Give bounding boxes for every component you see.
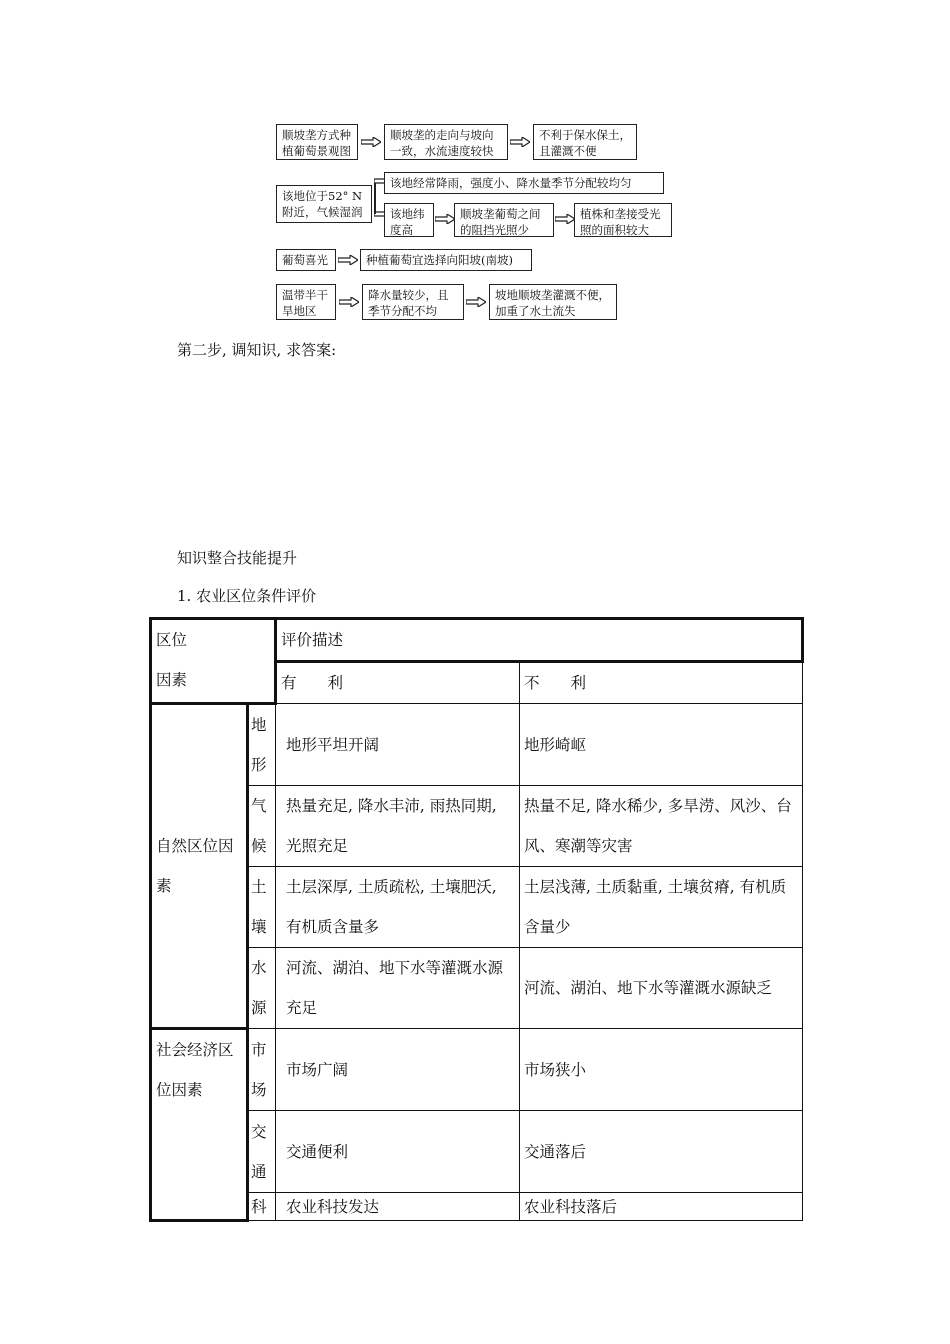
factor-cell: 气候: [248, 786, 276, 867]
flow-box: 种植葡萄宜选择向阳坡(南坡): [360, 249, 532, 271]
flow-box: 该地纬 度高: [384, 203, 434, 237]
unfavorable-cell: 地形崎岖: [520, 704, 803, 786]
flow-box: 葡萄喜光: [276, 249, 336, 271]
unfavorable-cell: 市场狭小: [520, 1029, 803, 1111]
header-favorable: 有 利: [276, 662, 520, 704]
factor-cell: 市场: [248, 1029, 276, 1111]
section-title: 知识整合技能提升: [177, 549, 298, 567]
factor-cell: 土壤: [248, 867, 276, 948]
unfavorable-cell: 土层浅薄, 土质黏重, 土壤贫瘠, 有机质含量少: [520, 867, 803, 948]
favorable-cell: 土层深厚, 土质疏松, 土壤肥沃, 有机质含量多: [276, 867, 520, 948]
favorable-cell: 交通便利: [276, 1111, 520, 1193]
arrow-icon: [510, 137, 530, 147]
factor-cell: 交通: [248, 1111, 276, 1193]
unfavorable-cell: 交通落后: [520, 1111, 803, 1193]
step-two-text: 第二步, 调知识, 求答案:: [177, 341, 337, 359]
flow-box: 该地经常降雨，强度小、降水量季节分配较均匀: [384, 172, 664, 194]
favorable-cell: 市场广阔: [276, 1029, 520, 1111]
favorable-cell: 河流、湖泊、地下水等灌溉水源充足: [276, 948, 520, 1029]
factor-cell: 科: [248, 1193, 276, 1221]
favorable-cell: 热量充足, 降水丰沛, 雨热同期, 光照充足: [276, 786, 520, 867]
unfavorable-cell: 河流、湖泊、地下水等灌溉水源缺乏: [520, 948, 803, 1029]
favorable-cell: 地形平坦开阔: [276, 704, 520, 786]
arrow-icon: [435, 214, 455, 224]
flow-box: 不利于保水保土， 且灌溉不便: [533, 124, 637, 160]
arrow-icon: [361, 137, 381, 147]
favorable-cell: 农业科技发达: [276, 1193, 520, 1221]
flow-box: 顺坡垄方式种 植葡萄景观图: [276, 124, 358, 160]
flow-box: 该地位于52° N 附近，气候湿润: [276, 185, 372, 223]
arrow-icon: [338, 255, 358, 265]
flow-box: 植株和垄接受光 照的面积较大: [574, 203, 672, 237]
flow-box: 降水量较少，且 季节分配不均: [362, 284, 464, 320]
unfavorable-cell: 农业科技落后: [520, 1193, 803, 1221]
arrow-icon: [339, 297, 359, 307]
header-factor: 区位 因素: [151, 619, 276, 704]
header-description: 评价描述: [276, 619, 803, 662]
evaluation-table: [149, 617, 804, 1222]
flow-box: 温带半干 旱地区: [276, 284, 336, 320]
flow-box: 坡地顺坡垄灌溉不便， 加重了水土流失: [489, 284, 617, 320]
header-unfavorable: 不 利: [520, 662, 803, 704]
arrow-icon: [466, 297, 486, 307]
table-subtitle: 1. 农业区位条件评价: [177, 587, 317, 605]
arrow-icon: [555, 214, 575, 224]
factor-cell: 水源: [248, 948, 276, 1029]
group-natural: 自然区位因素: [151, 704, 248, 1029]
factor-cell: 地形: [248, 704, 276, 786]
group-social: 社会经济区位因素: [151, 1029, 248, 1221]
flow-box: 顺坡垄的走向与坡向 一致，水流速度较快: [384, 124, 508, 160]
flow-box: 顺坡垄葡萄之间 的阻挡光照少: [454, 203, 554, 237]
unfavorable-cell: 热量不足, 降水稀少, 多旱涝、风沙、台风、寒潮等灾害: [520, 786, 803, 867]
